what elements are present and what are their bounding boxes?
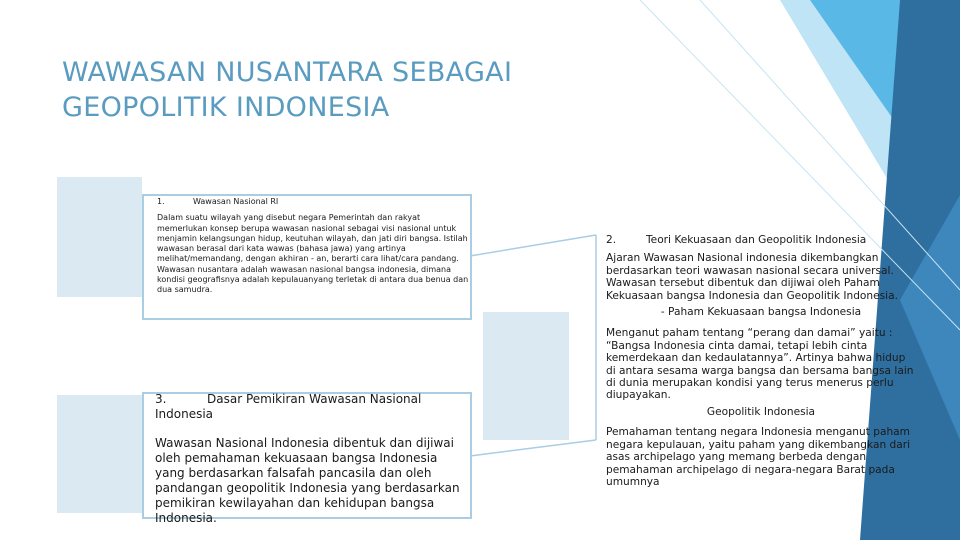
box2-number: 2.	[606, 234, 617, 246]
title-line-2: GEOPOLITIK INDONESIA	[62, 92, 390, 123]
box3-heading: Dasar Pemikiran Wawasan Nasional Indonesia	[155, 392, 422, 421]
box3-side-tab	[57, 395, 142, 513]
box3-number: 3.	[155, 392, 167, 406]
box2-subheading-1: - Paham Kekuasaan bangsa Indonesia	[660, 306, 862, 319]
box2-paragraph-3: Pemahaman tentang negara Indonesia menganut paham negara kepulauan, yaitu paham yang dikembangkan dari asas archipelago yang memang berbeda dengan pemahaman archipelago di negara-negara Barat pada umumnya	[606, 426, 911, 488]
box3-heading-row	[155, 392, 465, 422]
box2-heading: Teori Kekuasaan dan Geopolitik Indonesia	[646, 234, 867, 246]
box2-text	[606, 234, 916, 492]
box3-text	[155, 392, 465, 526]
box3-body: Wawasan Nasional Indonesia dibentuk dan dijiwai oleh pemahaman kekuasaan bangsa Indonesia yang berdasarkan falsafah pancasila dan oleh pandangan geopolitik Indonesia yang berdasarkan pemikiran kewilayahan dan kehidupan bangsa Indonesia.	[155, 436, 460, 525]
box1-side-tab	[57, 177, 142, 297]
box1-text	[157, 197, 469, 296]
box1-number: 1.	[157, 197, 165, 206]
box1-heading-row	[157, 197, 469, 207]
box2-subheading-2: Geopolitik Indonesia	[706, 405, 816, 418]
connector-line	[470, 235, 596, 256]
title-line-1: WAWASAN NUSANTARA SEBAGAI	[62, 57, 513, 88]
box2-paragraph-2: Menganut paham tentang “perang dan damai” yaitu : “Bangsa Indonesia cinta damai, tetapi lebih cinta kemerdekaan dan kedaulatannya”. Artinya bahwa hidup di antara sesama warga bangsa dan bersama bangsa lain di dunia merupakan kondisi yang terus menerus perlu diupayakan.	[606, 327, 914, 402]
box1-body: Dalam suatu wilayah yang disebut negara Pemerintah dan rakyat memerlukan konsep berupa wawasan nasional sebagai visi nasional untuk menjamin kelangsungan hidup, keutuhan wilayah, dan jati diri bangsa. Istilah wawasan berasal dari kata wawas (bahasa jawa) yang artinya melihat/memandang, dengan akhiran - an, berarti cara lihat/cara pandang. Wawasan nusantara adalah wawasan nasional bangsa indonesia, dimana kondisi geografisnya adalah kepulauanyang terletak di antara dua benua dan dua samudra.	[157, 213, 469, 295]
box2-paragraph-1: Ajaran Wawasan Nasional indonesia dikembangkan berdasarkan teori wawasan nasional secara universal. Wawasan tersebut dibentuk dan dijiwai oleh Paham Kekuasaan bangsa Indonesia dan Geopolitik Indonesia.	[606, 252, 898, 302]
page-title	[62, 55, 622, 125]
connector-line	[470, 440, 596, 456]
box2-side-tab	[483, 312, 569, 440]
box1-heading: Wawasan Nasional RI	[193, 197, 279, 206]
box2-heading-row	[606, 234, 916, 246]
